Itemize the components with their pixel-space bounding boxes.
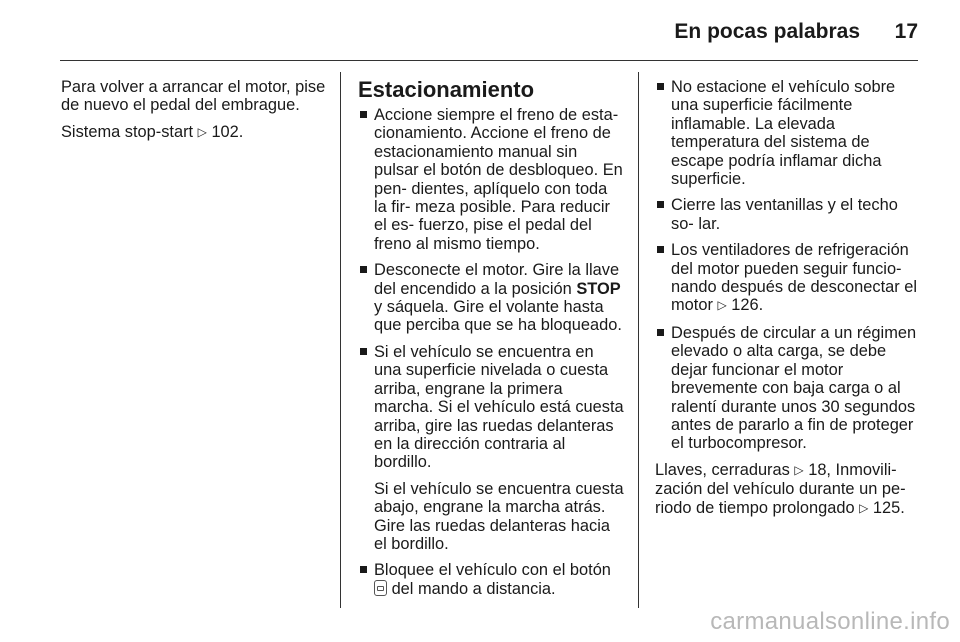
- reference-arrow-icon: ▷: [859, 500, 869, 515]
- page-title: En pocas palabras: [674, 20, 860, 43]
- column-3: [655, 78, 923, 526]
- list-item-text: Bloquee el vehículo con el botón: [374, 561, 611, 580]
- column-1: [61, 78, 329, 150]
- reference-125[interactable]: 125.: [872, 498, 905, 517]
- column-divider-1: [340, 72, 341, 608]
- stop-start-text: Sistema stop-start: [61, 122, 194, 141]
- list-item-text: Si el vehículo se encuentra en una superficie nivelada o cuesta arriba, engrane la primera marcha. Si el vehículo está cuesta arriba, gire las ruedas delanteras en la dirección contraria al bordillo.: [374, 342, 624, 472]
- list-item: [655, 241, 923, 316]
- list-item: [358, 343, 624, 553]
- reference-18[interactable]: 18, Inmovili- zación del vehículo durante un pe- riodo de tiempo prolongado: [655, 460, 906, 517]
- list-item: No estacione el vehículo sobre una superficie fácilmente inflamable. La elevada temperatura del sistema de escape podría inflamar dicha superficie.: [655, 78, 923, 188]
- parking-list-continued: [655, 78, 923, 453]
- paragraph-restart: Para volver a arrancar el motor, pise de nuevo el pedal del embrague.: [61, 78, 326, 115]
- list-item: [358, 261, 624, 335]
- section-title: Estacionamiento: [358, 77, 535, 102]
- reference-arrow-icon: ▷: [794, 462, 804, 477]
- reference-arrow-icon: ▷: [717, 298, 727, 313]
- reference-arrow-icon: ▷: [197, 124, 207, 139]
- column-divider-2: [638, 72, 639, 608]
- list-item-text: Desconecte el motor. Gire la llave del encendido a la posición: [374, 261, 620, 298]
- paragraph-stop-start: [61, 123, 329, 142]
- list-item-subparagraph: Si el vehículo se encuentra cuesta abajo, engrane la marcha atrás. Gire las ruedas delanteras hacia el bordillo.: [374, 479, 624, 553]
- reference-126[interactable]: 126.: [731, 296, 764, 315]
- list-item-text: Los ventiladores de refrigeración del motor pueden seguir funcio- nando después de desconectar el motor: [671, 241, 918, 315]
- watermark: carmanualsonline.info: [710, 608, 950, 635]
- parking-list: [358, 106, 624, 598]
- page-header: [60, 14, 918, 62]
- header-divider: [60, 60, 918, 61]
- list-item-text: del mando a distancia.: [391, 579, 556, 598]
- list-item: Cierre las ventanillas y el techo so- lar.: [655, 196, 923, 233]
- list-item: Accione siempre el freno de esta- cionamiento. Accione el freno de estacionamiento manual sin pulsar el botón de desbloqueo. En pen- dientes, aplíquelo con toda la fir- meza posible. Para reducir el es- fuerzo, pise el pedal del freno al mismo tiempo.: [358, 106, 624, 253]
- keys-text: Llaves, cerraduras: [655, 460, 790, 479]
- page-number: 17: [894, 20, 918, 43]
- lock-icon: [374, 580, 387, 596]
- stop-start-ref[interactable]: 102.: [211, 122, 244, 141]
- list-item: [358, 561, 624, 598]
- column-2: [358, 78, 624, 606]
- stop-position-label: STOP: [576, 279, 621, 298]
- list-item: Después de circular a un régimen elevado o alta carga, se debe dejar funcionar el motor brevemente con baja carga o al ralentí durante unos 30 segundos antes de pararlo a fin de proteger el turbocompresor.: [655, 324, 923, 453]
- list-item-text: y sáquela. Gire el volante hasta que perciba que se ha bloqueado.: [374, 298, 622, 335]
- paragraph-keys: [655, 461, 923, 518]
